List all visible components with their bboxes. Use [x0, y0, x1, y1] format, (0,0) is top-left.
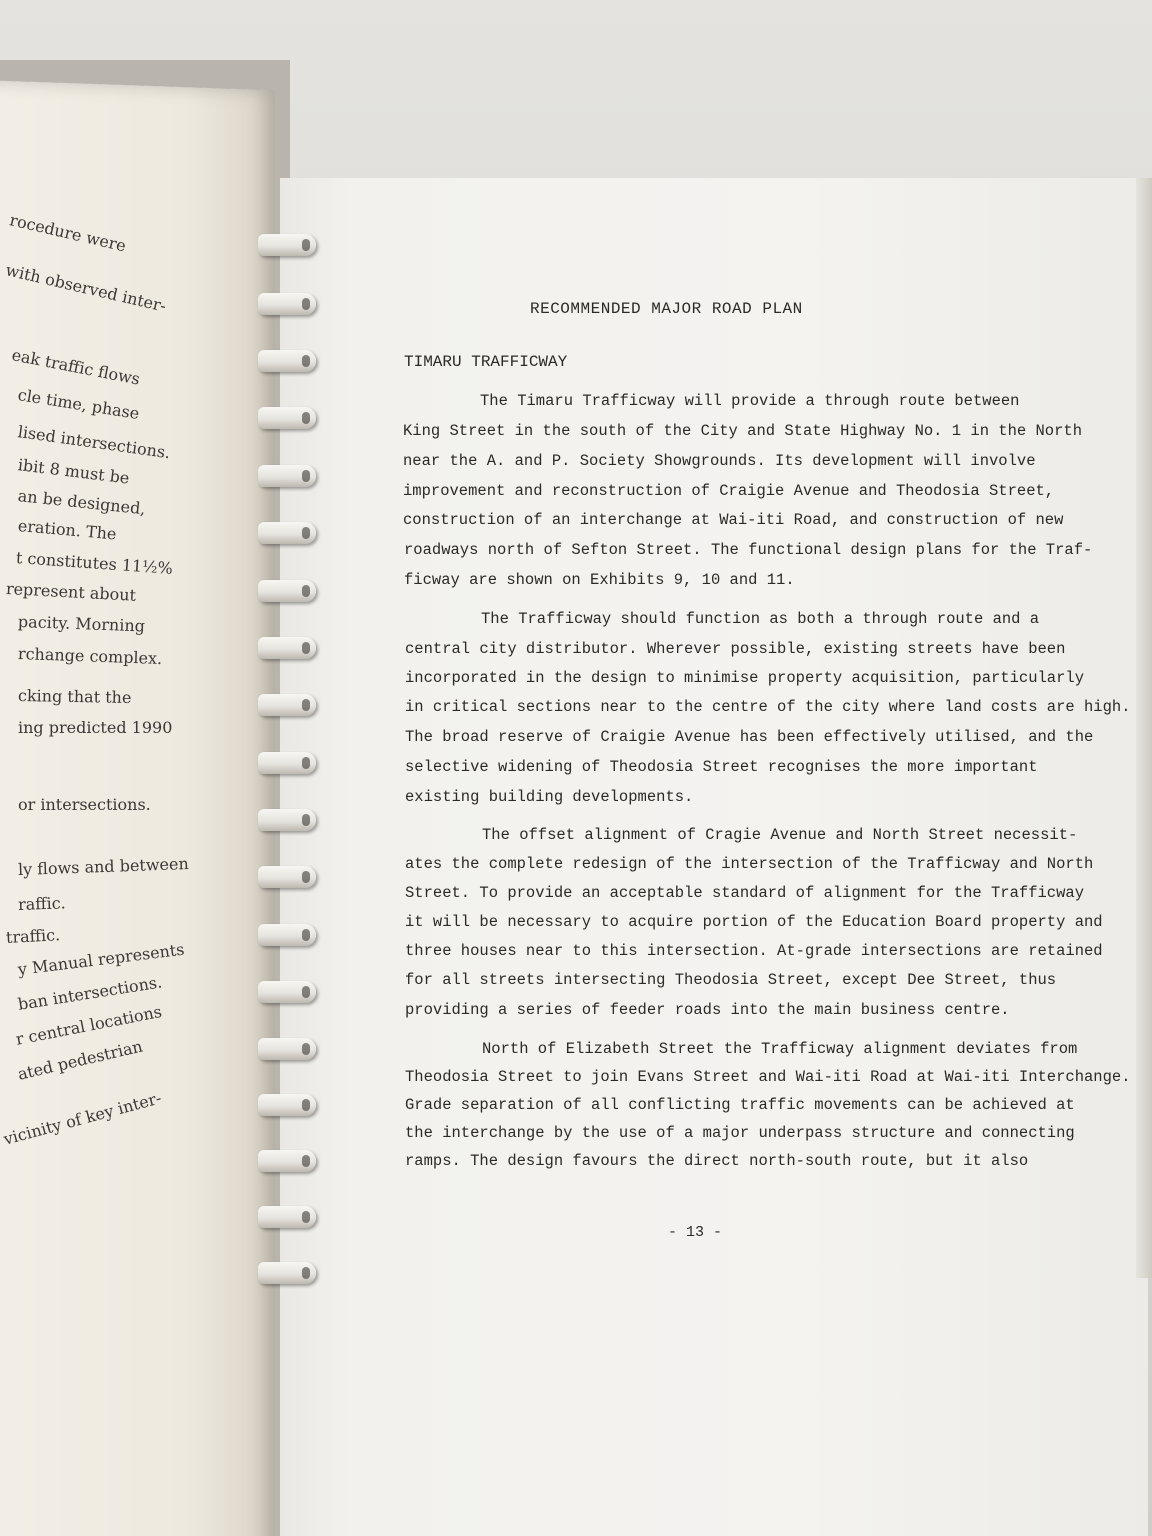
left-line: raffic.: [17, 893, 67, 914]
left-line: or intersections.: [18, 795, 151, 814]
left-line: pacity. Morning: [17, 612, 146, 636]
left-line: lised intersections.: [16, 422, 172, 463]
paragraph-line: roadways north of Sefton Street. The functional design plans for the Traf-: [404, 541, 1093, 559]
binding-coil: [258, 1094, 316, 1116]
binding-coil: [258, 752, 316, 774]
paragraph-line: improvement and reconstruction of Craigie Avenue and Theodosia Street,: [403, 482, 1055, 500]
page-edge: [1136, 178, 1152, 1278]
paragraph-line: construction of an interchange at Wai-iti Road, and construction of new: [403, 511, 1064, 529]
paragraph-line: selective widening of Theodosia Street recognises the more important: [405, 758, 1038, 776]
left-line: cking that the: [17, 686, 132, 707]
paragraph-line: ates the complete redesign of the intersection of the Trafficway and North: [405, 855, 1094, 873]
paragraph-line: Street. To provide an acceptable standard of alignment for the Trafficway: [405, 884, 1085, 902]
paragraph-line: The offset alignment of Cragie Avenue and North Street necessit-: [482, 826, 1078, 844]
binding-coil: [258, 234, 316, 256]
binding-coil: [258, 580, 316, 602]
page-title: RECOMMENDED MAJOR ROAD PLAN: [530, 300, 803, 318]
paragraph-line: Theodosia Street to join Evans Street and Wai-iti Road at Wai-iti Interchange.: [405, 1068, 1131, 1086]
binding-coil: [258, 694, 316, 716]
left-line: eration. The: [17, 516, 118, 544]
binding-coil: [258, 1038, 316, 1060]
binding-coil: [258, 350, 316, 372]
left-line: traffic.: [5, 925, 61, 947]
binding-coil: [258, 522, 316, 544]
left-line: with observed inter-: [3, 260, 168, 316]
paragraph-line: The Trafficway should function as both a through route and a: [481, 610, 1040, 628]
left-line: rocedure were: [7, 210, 128, 256]
left-line: t constitutes 11½%: [15, 548, 174, 578]
paragraph-line: for all streets intersecting Theodosia Street, except Dee Street, thus: [405, 971, 1057, 989]
page-number: - 13 -: [668, 1224, 723, 1241]
binding-coil: [258, 637, 316, 659]
left-line: ibit 8 must be: [16, 455, 131, 488]
paragraph-line: North of Elizabeth Street the Trafficway alignment deviates from: [482, 1040, 1078, 1058]
binding-coil: [258, 1206, 316, 1228]
binding-coil: [258, 1262, 316, 1284]
paragraph-line: King Street in the south of the City and State Highway No. 1 in the North: [403, 422, 1083, 440]
left-line: vicinity of key inter-: [1, 1088, 164, 1149]
paragraph-line: three houses near to this intersection. At-grade intersections are retained: [405, 942, 1103, 960]
paragraph-line: in critical sections near to the centre of the city where land costs are high.: [405, 698, 1131, 716]
binding-coil: [258, 924, 316, 946]
left-line: cle time, phase: [16, 385, 141, 424]
binding-coil: [258, 407, 316, 429]
left-line: ated pedestrian: [15, 1036, 145, 1084]
left-line: rchange complex.: [17, 644, 163, 669]
binding-coil: [258, 1150, 316, 1172]
left-line: ban intersections.: [16, 972, 164, 1014]
section-heading: TIMARU TRAFFICWAY: [404, 353, 568, 371]
left-line: represent about: [5, 579, 137, 605]
left-line: y Manual represents: [16, 939, 186, 979]
left-line: eak traffic flows: [10, 345, 142, 389]
paragraph-line: Grade separation of all conflicting traffic movements can be achieved at: [405, 1096, 1075, 1114]
paragraph-line: the interchange by the use of a major underpass structure and connecting: [405, 1124, 1075, 1142]
paragraph-line: near the A. and P. Society Showgrounds. Its development will involve: [403, 452, 1036, 470]
paragraph-line: existing building developments.: [405, 788, 694, 806]
binding-coil: [258, 465, 316, 487]
binding-coil: [258, 293, 316, 315]
paragraph-line: The broad reserve of Craigie Avenue has been effectively utilised, and the: [405, 728, 1094, 746]
binding-coil: [258, 809, 316, 831]
left-line: ly flows and between: [17, 854, 190, 879]
left-line: r central locations: [14, 1001, 164, 1049]
paragraph-line: providing a series of feeder roads into the main business centre.: [405, 1001, 1010, 1019]
paragraph-line: it will be necessary to acquire portion of the Education Board property and: [405, 913, 1103, 931]
binding-coil: [258, 866, 316, 888]
paragraph-line: ficway are shown on Exhibits 9, 10 and 11.: [404, 571, 795, 589]
paragraph-line: The Timaru Trafficway will provide a through route between: [480, 392, 1020, 410]
left-line: ing predicted 1990: [18, 718, 173, 737]
left-line: an be designed,: [17, 486, 147, 519]
paragraph-line: incorporated in the design to minimise property acquisition, particularly: [405, 669, 1085, 687]
paragraph-line: ramps. The design favours the direct north-south route, but it also: [405, 1152, 1029, 1170]
paragraph-line: central city distributor. Wherever possible, existing streets have been: [405, 640, 1066, 658]
binding-coil: [258, 981, 316, 1003]
